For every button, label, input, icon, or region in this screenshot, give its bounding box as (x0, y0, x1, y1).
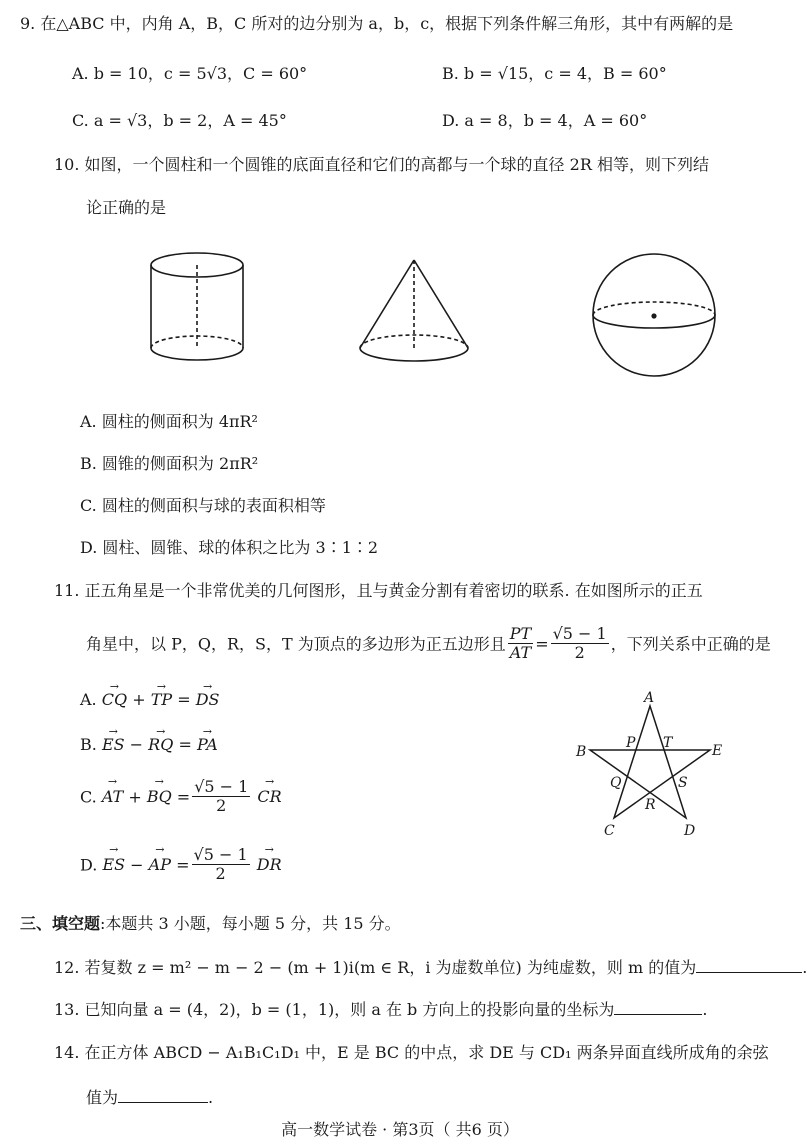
q10-stem-line2: 论正确的是 (86, 198, 167, 217)
q14-answer-blank[interactable] (118, 1090, 208, 1103)
q11-b-vec1: ES → (102, 737, 125, 753)
q11-d-coef-num: √5 − 1 (193, 845, 248, 864)
q11-a-eq: = (177, 690, 191, 709)
q14-end: . (208, 1088, 214, 1107)
q11-d-coef (192, 846, 250, 884)
q9-option-a: A. b = 10，c = 5√3，C = 60° (72, 64, 308, 83)
q12-end: . (802, 958, 807, 977)
q11-ratio-fraction (508, 625, 533, 663)
pentagram-figure (560, 688, 740, 848)
star-label-b: B (576, 744, 587, 760)
q12-text: 若复数 z = m² − m − 2 − (m + 1)i(m ∈ R，i 为虚数单位) 为纯虚数，则 m 的值为 (84, 958, 697, 977)
star-label-t: T (663, 735, 673, 751)
q11-c-vec1: AT → (102, 787, 123, 806)
q11-b-vec3: PA → (197, 737, 218, 753)
q11-stem: 正五角星是一个非常优美的几何图形，且与黄金分割有着密切的联系. 在如图所示的正五 (84, 581, 703, 600)
q12-number: 12. (54, 958, 80, 977)
q11-option-d (80, 846, 282, 884)
q11-stem2-pre: 角星中，以 P，Q，R，S，T 为顶点的多边形为正五边形且 (86, 634, 506, 654)
q11-stem-line2 (86, 625, 771, 663)
q13-number: 13. (54, 1000, 80, 1019)
star-label-s: S (678, 775, 688, 791)
q9-option-d: D. a = 8，b = 4，A = 60° (442, 111, 648, 130)
q9-option-c: C. a = √3，b = 2，A = 45° (72, 111, 287, 130)
q11-d-eq: = (176, 855, 190, 875)
q13-answer-blank[interactable] (614, 1002, 702, 1015)
star-label-c: C (604, 823, 615, 839)
q11-c-coef-den: 2 (216, 796, 227, 816)
sphere-figure (593, 254, 715, 376)
q13-text: 已知向量 a = (4，2)，b = (1，1)，则 a 在 b 方向上的投影向量的坐标为 (84, 1000, 615, 1019)
q11-d-coef-den: 2 (215, 864, 226, 884)
q11-stem2-post: ，下列关系中正确的是 (610, 634, 771, 654)
q11-golden-den: 2 (574, 643, 585, 663)
q11-golden-fraction (551, 625, 609, 663)
section3-desc: :本题共 3 小题，每小题 5 分，共 15 分。 (100, 914, 401, 933)
q11-a-vec3: DS → (196, 692, 220, 708)
q10-option-a: A. 圆柱的侧面积为 4πR² (80, 412, 258, 431)
q11-a-op: + (132, 690, 146, 709)
q11-stem-line1 (54, 583, 703, 599)
q10-option-d: D. 圆柱、圆锥、球的体积之比为 3∶1∶2 (80, 538, 379, 557)
star-label-d: D (684, 823, 696, 839)
q11-c-label: C. (80, 787, 97, 807)
q11-option-a (80, 692, 220, 708)
q13-line (54, 1002, 707, 1018)
star-label-e: E (712, 743, 723, 759)
q11-b-vec2: RQ → (148, 737, 173, 753)
page-footer: 高一数学试卷 · 第3页（ 共6 页） (281, 1120, 519, 1139)
star-label-q: Q (610, 775, 622, 791)
q11-d-vec1: ES → (102, 855, 125, 874)
q14-number: 14. (54, 1043, 80, 1062)
q12-line (54, 960, 807, 976)
q11-golden-num: √5 − 1 (552, 624, 607, 643)
q11-b-eq: = (178, 735, 192, 754)
cylinder-figure (151, 253, 243, 360)
q11-d-label: D. (80, 855, 98, 875)
q9-stem: 在△ABC 中，内角 A，B，C 所对的边分别为 a，b，c，根据下列条件解三角形，其中有两解的是 (40, 14, 734, 33)
cone-figure (360, 260, 468, 361)
q9-option-b: B. b = √15，c = 4，B = 60° (442, 64, 667, 83)
q10-stem-line1 (54, 157, 709, 173)
q11-ratio-eq: = (535, 634, 549, 654)
q14-line1 (54, 1045, 769, 1061)
q12-answer-blank[interactable] (696, 960, 802, 973)
star-label-p: P (626, 735, 636, 751)
q10-number: 10. (54, 155, 80, 174)
q11-d-op: − (130, 855, 144, 875)
q11-ratio-den: AT (509, 643, 532, 663)
q11-option-b (80, 737, 218, 753)
q11-c-coef (192, 778, 250, 816)
q10-stem: 如图，一个圆柱和一个圆锥的底面直径和它们的高都与一个球的直径 2R 相等，则下列结 (84, 155, 709, 174)
q11-b-op: − (129, 735, 144, 754)
q11-a-vec1: CQ → (102, 692, 127, 708)
q10-option-c: C. 圆柱的侧面积与球的表面积相等 (80, 496, 326, 515)
star-label-a: A (644, 690, 655, 706)
q11-d-vec2: AP → (149, 855, 171, 874)
q11-ratio-num: PT (509, 624, 532, 643)
q14-text-line1: 在正方体 ABCD − A₁B₁C₁D₁ 中，E 是 BC 的中点，求 DE 与 CD₁ 两条异面直线所成角的余弦 (84, 1043, 769, 1062)
q11-c-op: + (128, 787, 142, 807)
geometry-figure (0, 240, 800, 390)
q14-text-line2: 值为 (86, 1088, 119, 1107)
q14-line2 (86, 1090, 213, 1106)
q11-a-vec2: TP → (151, 692, 172, 708)
q11-d-vec3: DR → (257, 855, 282, 874)
sphere-center-dot (651, 313, 656, 318)
star-label-r: R (645, 797, 656, 813)
q11-c-vec2: BQ → (147, 787, 172, 806)
q11-c-vec3: CR → (257, 787, 281, 806)
q9-stem-line (20, 16, 733, 32)
q11-a-label: A. (80, 690, 97, 709)
q13-end: . (702, 1000, 708, 1019)
q11-option-c (80, 778, 282, 816)
q10-option-b: B. 圆锥的侧面积为 2πR² (80, 454, 259, 473)
q11-b-label: B. (80, 735, 97, 754)
q11-c-eq: = (176, 787, 191, 807)
section3-heading (20, 916, 401, 932)
section3-title: 三、填空题 (20, 914, 101, 933)
q11-c-coef-num: √5 − 1 (194, 777, 249, 796)
q11-number: 11. (54, 581, 80, 600)
q9-number: 9. (20, 14, 36, 33)
